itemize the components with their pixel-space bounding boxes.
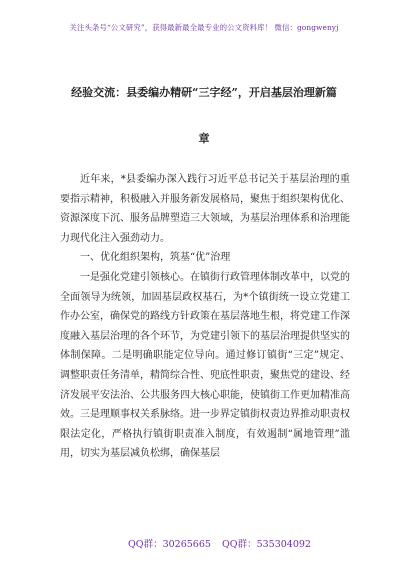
header-banner: 关注头条号“公文研究”，获得最新最全最专业的公文资料库！ 微信：gongwenyj — [69, 23, 339, 32]
document-title — [70, 70, 338, 162]
footer-qq-group-2: QQ群：535304092 — [222, 539, 311, 550]
section-heading: 一、优化组织架构，筑基“优”治理 — [80, 252, 231, 264]
document-body — [60, 170, 350, 464]
title-line-1: 经验交流：县委编办精研“三字经”，开启基层治理新篇 — [71, 86, 337, 99]
footer-qq-group-1: QQ群：30265665 — [128, 539, 211, 550]
paragraph-section-1: 一是强化党建引领核心。在镇街行政管理体制改革中，以党的全面领导为统领，加固基层政权基石，为*个镇街统一设立党建工作办公室，确保党的路线方针政策在基层落地生根，将党建工作深度融入基层治理的各个环节，为党建引领下的基层治理提供坚实的体制保障。二是明确职能定位导向。通过修订镇街“三定”规定、调整职责任务清单，精简综合性、兜底性职责，聚焦党的建设、经济发展平安法治、公共服务四大核心职能，使镇街工作更加精准高效。三是理顺事权关系脉络。进一步界定镇街权责边界推动职责权限法定化，严格执行镇街职责准入制度，有效遏制“属地管理”滥用，切实为基层减负松绑，确保基层 — [60, 271, 350, 460]
paragraph-intro: 近年来，*县委编办深入践行习近平总书记关于基层治理的重要指示精神，积极融入并服务新发展格局，聚焦于组织架构优化、资源深度下沉、服务品牌塑造三大领域，为基层治理体系和治理能力现代化注入强劲动力。 — [60, 174, 350, 244]
title-line-2: 章 — [198, 132, 210, 145]
